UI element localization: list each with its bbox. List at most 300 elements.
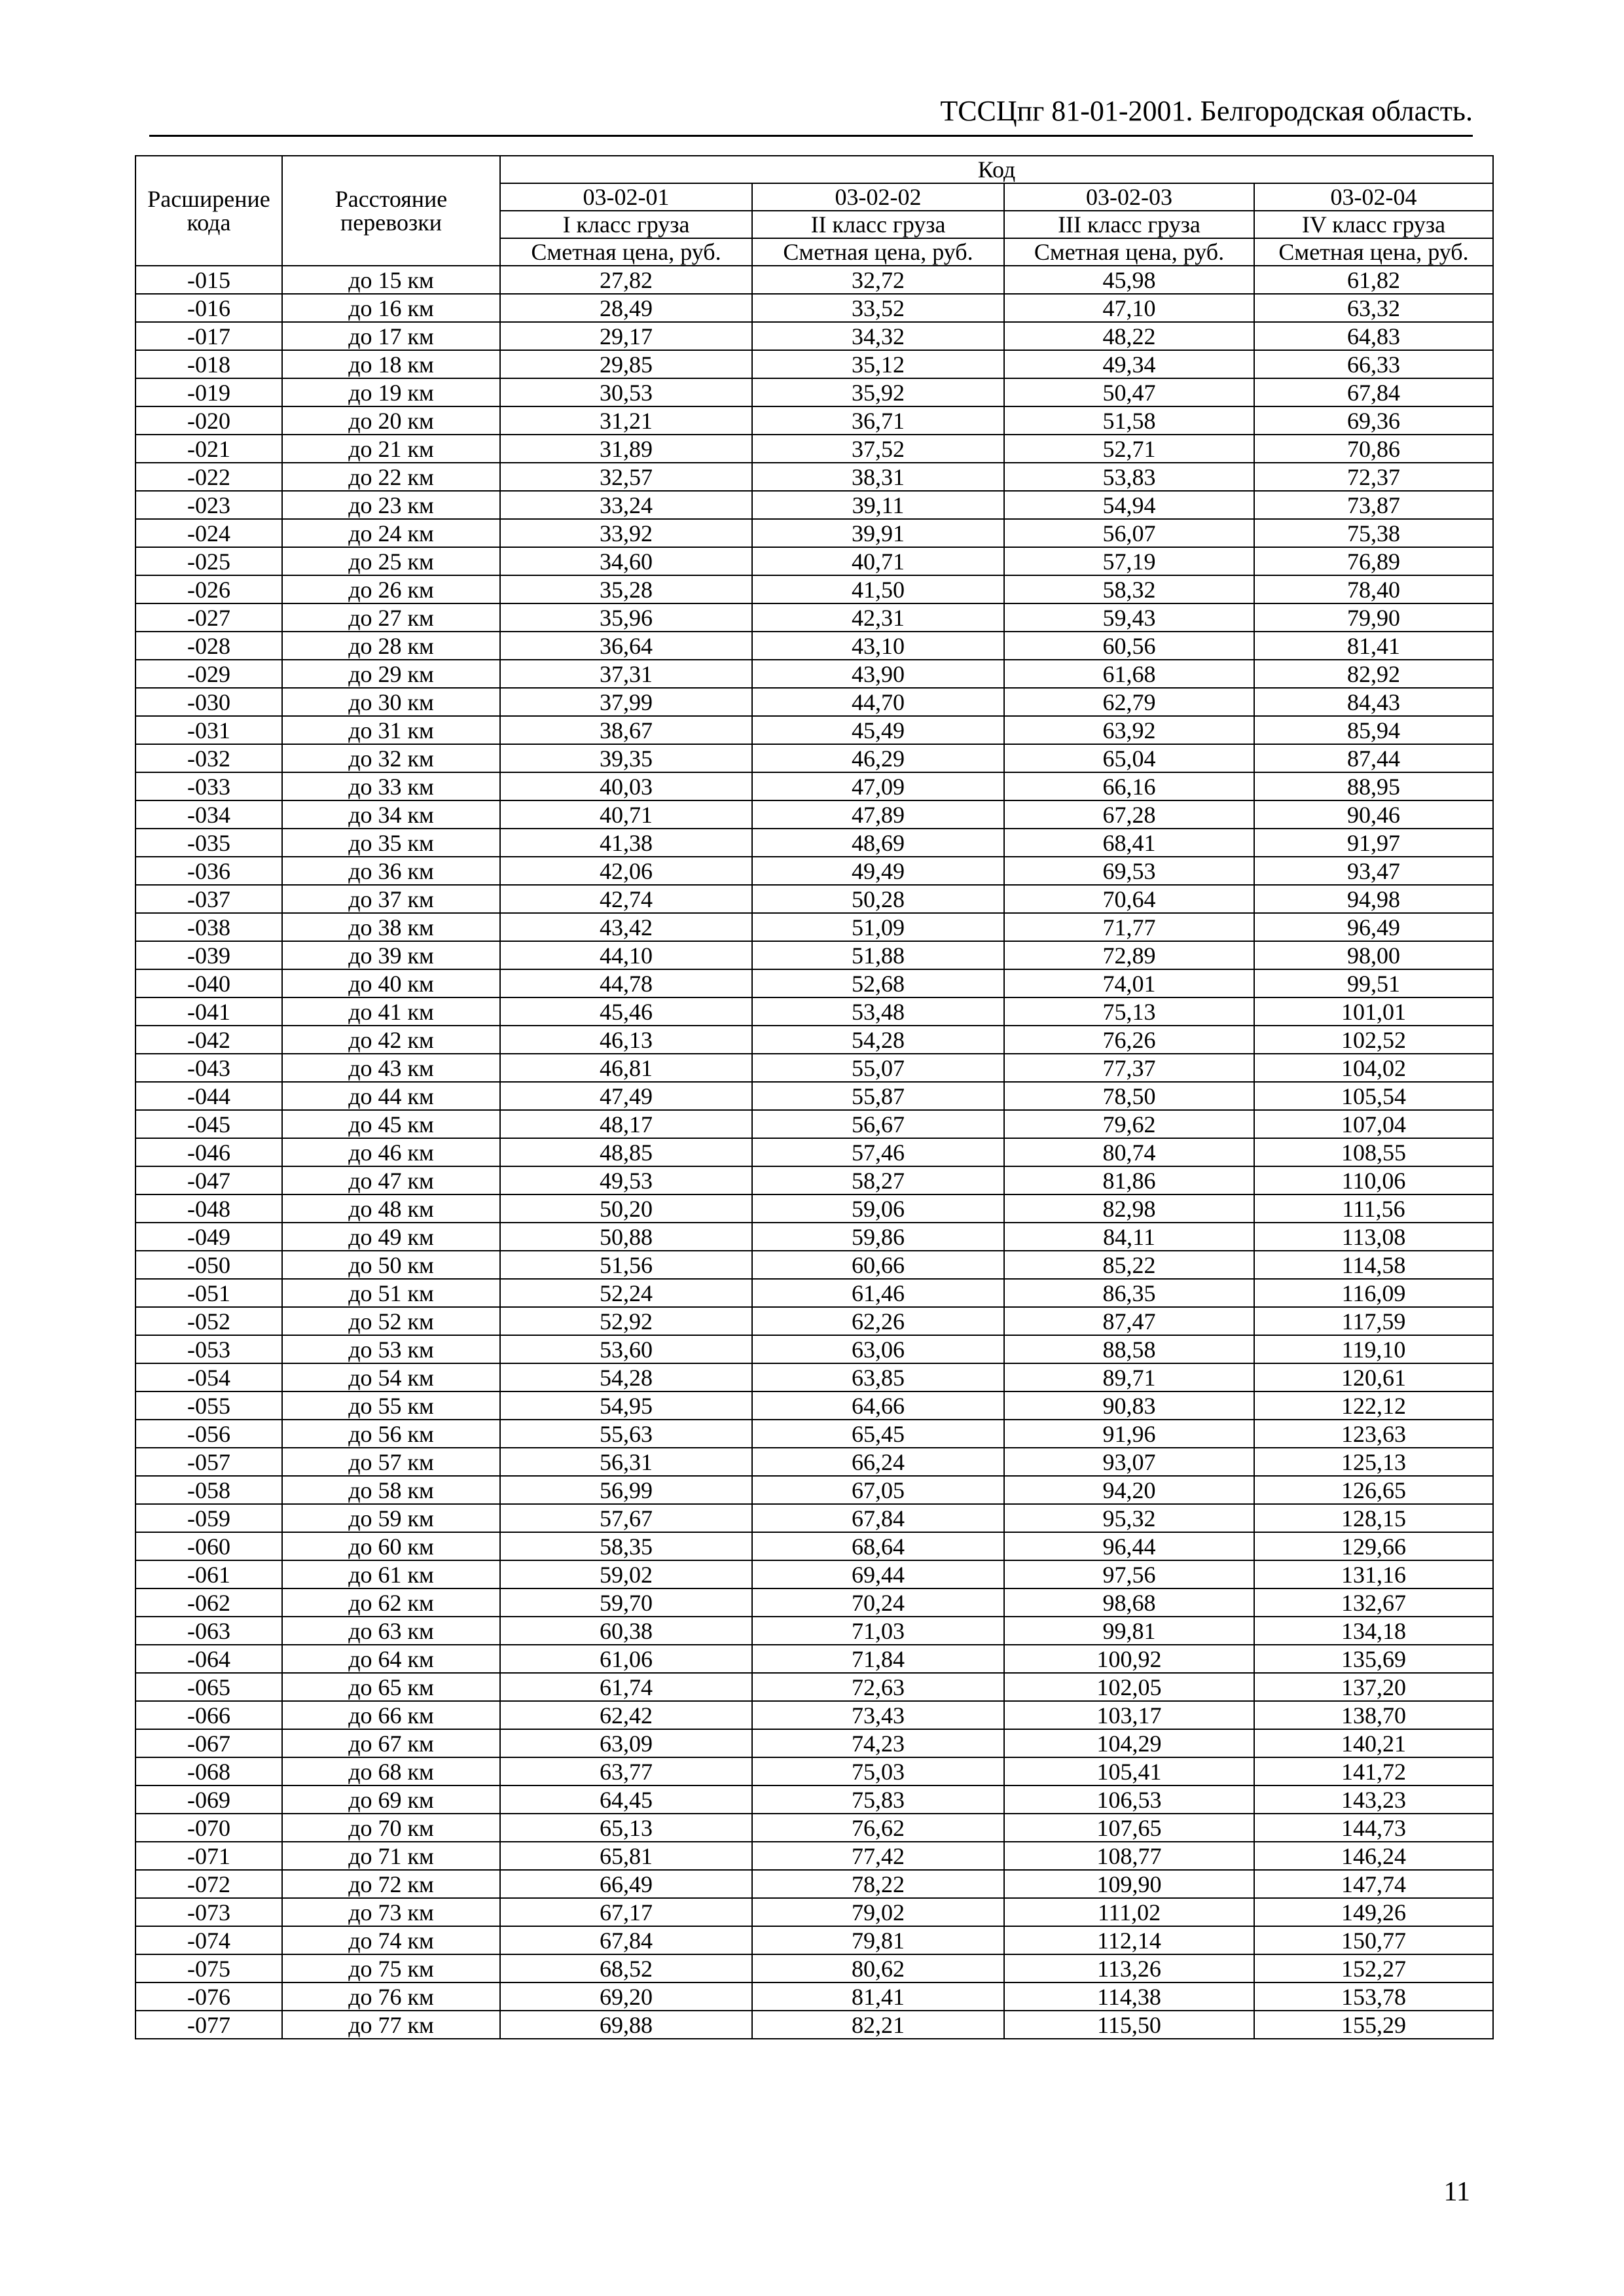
table-row — [135, 1194, 1493, 1223]
table-row — [135, 660, 1493, 688]
cell-price-class-2: 61,46 — [752, 1279, 1004, 1307]
cell-distance: до 60 км — [282, 1532, 500, 1560]
table-row — [135, 1504, 1493, 1532]
cell-price-class-4: 125,13 — [1254, 1448, 1493, 1476]
cell-code-extension: -071 — [135, 1842, 282, 1870]
header-price: Сметная цена, руб. — [752, 238, 1004, 266]
cell-price-class-2: 34,32 — [752, 322, 1004, 350]
cell-price-class-1: 57,67 — [500, 1504, 752, 1532]
cell-distance: до 38 км — [282, 913, 500, 941]
cell-price-class-4: 67,84 — [1254, 378, 1493, 406]
cell-code-extension: -026 — [135, 575, 282, 603]
cell-price-class-4: 149,26 — [1254, 1898, 1493, 1926]
cell-distance: до 17 км — [282, 322, 500, 350]
cell-price-class-2: 36,71 — [752, 406, 1004, 435]
cell-price-class-1: 39,35 — [500, 744, 752, 772]
header-code: 03-02-03 — [1004, 183, 1254, 211]
table-row — [135, 1673, 1493, 1701]
cell-distance: до 62 км — [282, 1588, 500, 1617]
header-code-extension — [135, 156, 282, 266]
header-distance — [282, 156, 500, 266]
cell-price-class-2: 58,27 — [752, 1166, 1004, 1194]
cell-price-class-3: 47,10 — [1004, 294, 1254, 322]
cell-price-class-3: 75,13 — [1004, 997, 1254, 1026]
cell-price-class-1: 30,53 — [500, 378, 752, 406]
cell-price-class-4: 105,54 — [1254, 1082, 1493, 1110]
cell-price-class-1: 44,78 — [500, 969, 752, 997]
cell-distance: до 74 км — [282, 1926, 500, 1954]
cell-distance: до 45 км — [282, 1110, 500, 1138]
table-row — [135, 435, 1493, 463]
cell-price-class-3: 91,96 — [1004, 1420, 1254, 1448]
cell-price-class-4: 144,73 — [1254, 1814, 1493, 1842]
cell-price-class-4: 155,29 — [1254, 2011, 1493, 2039]
cell-code-extension: -037 — [135, 885, 282, 913]
table-row — [135, 1926, 1493, 1954]
cell-price-class-4: 98,00 — [1254, 941, 1493, 969]
table-row — [135, 1110, 1493, 1138]
table-row — [135, 1363, 1493, 1391]
cell-distance: до 27 км — [282, 603, 500, 632]
cell-price-class-3: 76,26 — [1004, 1026, 1254, 1054]
cell-price-class-1: 63,77 — [500, 1757, 752, 1785]
cell-code-extension: -022 — [135, 463, 282, 491]
cell-distance: до 75 км — [282, 1954, 500, 1982]
table-row — [135, 1420, 1493, 1448]
cell-price-class-1: 60,38 — [500, 1617, 752, 1645]
cell-code-extension: -023 — [135, 491, 282, 519]
cell-code-extension: -018 — [135, 350, 282, 378]
cell-price-class-3: 63,92 — [1004, 716, 1254, 744]
cell-price-class-1: 46,13 — [500, 1026, 752, 1054]
cell-distance: до 36 км — [282, 857, 500, 885]
cell-price-class-4: 108,55 — [1254, 1138, 1493, 1166]
cell-code-extension: -065 — [135, 1673, 282, 1701]
cell-price-class-2: 71,84 — [752, 1645, 1004, 1673]
cell-price-class-1: 40,71 — [500, 800, 752, 829]
cell-price-class-1: 34,60 — [500, 547, 752, 575]
cell-code-extension: -053 — [135, 1335, 282, 1363]
cell-code-extension: -051 — [135, 1279, 282, 1307]
cell-distance: до 61 км — [282, 1560, 500, 1588]
cell-price-class-4: 140,21 — [1254, 1729, 1493, 1757]
cell-price-class-4: 99,51 — [1254, 969, 1493, 997]
cell-price-class-1: 32,57 — [500, 463, 752, 491]
cell-price-class-4: 87,44 — [1254, 744, 1493, 772]
cell-distance: до 47 км — [282, 1166, 500, 1194]
cell-price-class-1: 61,74 — [500, 1673, 752, 1701]
cell-code-extension: -044 — [135, 1082, 282, 1110]
cell-price-class-3: 95,32 — [1004, 1504, 1254, 1532]
cell-price-class-1: 65,13 — [500, 1814, 752, 1842]
cell-code-extension: -032 — [135, 744, 282, 772]
cell-price-class-3: 70,64 — [1004, 885, 1254, 913]
cell-price-class-3: 65,04 — [1004, 744, 1254, 772]
table-row — [135, 322, 1493, 350]
cell-distance: до 20 км — [282, 406, 500, 435]
cell-distance: до 41 км — [282, 997, 500, 1026]
cell-price-class-2: 75,03 — [752, 1757, 1004, 1785]
header-code: 03-02-01 — [500, 183, 752, 211]
cell-price-class-3: 53,83 — [1004, 463, 1254, 491]
cell-price-class-2: 60,66 — [752, 1251, 1004, 1279]
cell-price-class-4: 64,83 — [1254, 322, 1493, 350]
cell-price-class-1: 54,95 — [500, 1391, 752, 1420]
cell-code-extension: -056 — [135, 1420, 282, 1448]
cell-price-class-2: 45,49 — [752, 716, 1004, 744]
cell-price-class-4: 137,20 — [1254, 1673, 1493, 1701]
cell-price-class-3: 109,90 — [1004, 1870, 1254, 1898]
cell-distance: до 23 км — [282, 491, 500, 519]
cell-price-class-2: 35,12 — [752, 350, 1004, 378]
cell-price-class-3: 78,50 — [1004, 1082, 1254, 1110]
cell-price-class-4: 123,63 — [1254, 1420, 1493, 1448]
cell-price-class-4: 82,92 — [1254, 660, 1493, 688]
table-row — [135, 744, 1493, 772]
cell-distance: до 50 км — [282, 1251, 500, 1279]
header-code-extension-line2: кода — [187, 209, 231, 236]
cell-distance: до 52 км — [282, 1307, 500, 1335]
cell-price-class-3: 72,89 — [1004, 941, 1254, 969]
cell-distance: до 53 км — [282, 1335, 500, 1363]
header-class: II класс груза — [752, 211, 1004, 238]
cell-price-class-2: 63,06 — [752, 1335, 1004, 1363]
cell-code-extension: -046 — [135, 1138, 282, 1166]
cell-code-extension: -036 — [135, 857, 282, 885]
cell-code-extension: -068 — [135, 1757, 282, 1785]
cell-distance: до 31 км — [282, 716, 500, 744]
cell-distance: до 16 км — [282, 294, 500, 322]
cell-price-class-4: 117,59 — [1254, 1307, 1493, 1335]
cell-price-class-4: 61,82 — [1254, 266, 1493, 294]
cell-distance: до 51 км — [282, 1279, 500, 1307]
table-row — [135, 772, 1493, 800]
cell-code-extension: -059 — [135, 1504, 282, 1532]
cell-price-class-3: 102,05 — [1004, 1673, 1254, 1701]
cell-price-class-1: 27,82 — [500, 266, 752, 294]
cell-distance: до 59 км — [282, 1504, 500, 1532]
cell-distance: до 22 км — [282, 463, 500, 491]
cell-price-class-2: 79,02 — [752, 1898, 1004, 1926]
cell-price-class-2: 81,41 — [752, 1982, 1004, 2011]
table-row — [135, 1307, 1493, 1335]
cell-price-class-4: 146,24 — [1254, 1842, 1493, 1870]
cell-price-class-2: 75,83 — [752, 1785, 1004, 1814]
cell-price-class-2: 35,92 — [752, 378, 1004, 406]
cell-price-class-1: 31,21 — [500, 406, 752, 435]
cell-code-extension: -016 — [135, 294, 282, 322]
cell-price-class-4: 66,33 — [1254, 350, 1493, 378]
cell-price-class-4: 138,70 — [1254, 1701, 1493, 1729]
table-row — [135, 1701, 1493, 1729]
cell-price-class-2: 51,09 — [752, 913, 1004, 941]
cell-price-class-2: 42,31 — [752, 603, 1004, 632]
cell-price-class-3: 107,65 — [1004, 1814, 1254, 1842]
cell-price-class-1: 54,28 — [500, 1363, 752, 1391]
cell-price-class-3: 77,37 — [1004, 1054, 1254, 1082]
cell-code-extension: -027 — [135, 603, 282, 632]
cell-code-extension: -029 — [135, 660, 282, 688]
header-price: Сметная цена, руб. — [500, 238, 752, 266]
cell-code-extension: -069 — [135, 1785, 282, 1814]
cell-price-class-4: 143,23 — [1254, 1785, 1493, 1814]
cell-price-class-4: 152,27 — [1254, 1954, 1493, 1982]
cell-price-class-1: 48,17 — [500, 1110, 752, 1138]
cell-distance: до 71 км — [282, 1842, 500, 1870]
cell-code-extension: -070 — [135, 1814, 282, 1842]
cell-price-class-2: 65,45 — [752, 1420, 1004, 1448]
cell-distance: до 46 км — [282, 1138, 500, 1166]
table-row — [135, 1898, 1493, 1926]
cell-price-class-1: 40,03 — [500, 772, 752, 800]
cell-distance: до 33 км — [282, 772, 500, 800]
cell-code-extension: -060 — [135, 1532, 282, 1560]
cell-distance: до 15 км — [282, 266, 500, 294]
cell-price-class-4: 70,86 — [1254, 435, 1493, 463]
cell-price-class-4: 104,02 — [1254, 1054, 1493, 1082]
table-row — [135, 941, 1493, 969]
table-row — [135, 378, 1493, 406]
cell-price-class-2: 59,06 — [752, 1194, 1004, 1223]
table-row — [135, 857, 1493, 885]
cell-price-class-1: 52,24 — [500, 1279, 752, 1307]
cell-price-class-1: 37,99 — [500, 688, 752, 716]
cell-price-class-3: 106,53 — [1004, 1785, 1254, 1814]
cell-price-class-3: 82,98 — [1004, 1194, 1254, 1223]
cell-price-class-3: 51,58 — [1004, 406, 1254, 435]
cell-distance: до 64 км — [282, 1645, 500, 1673]
cell-price-class-3: 68,41 — [1004, 829, 1254, 857]
cell-code-extension: -063 — [135, 1617, 282, 1645]
cell-price-class-3: 66,16 — [1004, 772, 1254, 800]
price-table-body — [135, 156, 1493, 2039]
cell-price-class-1: 61,06 — [500, 1645, 752, 1673]
cell-price-class-1: 52,92 — [500, 1307, 752, 1335]
cell-price-class-3: 79,62 — [1004, 1110, 1254, 1138]
cell-price-class-1: 46,81 — [500, 1054, 752, 1082]
cell-distance: до 65 км — [282, 1673, 500, 1701]
cell-price-class-2: 43,90 — [752, 660, 1004, 688]
cell-distance: до 39 км — [282, 941, 500, 969]
cell-price-class-4: 129,66 — [1254, 1532, 1493, 1560]
table-row — [135, 1476, 1493, 1504]
cell-distance: до 30 км — [282, 688, 500, 716]
cell-price-class-3: 59,43 — [1004, 603, 1254, 632]
cell-code-extension: -019 — [135, 378, 282, 406]
cell-price-class-4: 94,98 — [1254, 885, 1493, 913]
cell-price-class-1: 33,24 — [500, 491, 752, 519]
cell-price-class-2: 56,67 — [752, 1110, 1004, 1138]
cell-price-class-4: 96,49 — [1254, 913, 1493, 941]
cell-price-class-2: 77,42 — [752, 1842, 1004, 1870]
cell-price-class-1: 51,56 — [500, 1251, 752, 1279]
table-row — [135, 969, 1493, 997]
cell-price-class-2: 59,86 — [752, 1223, 1004, 1251]
cell-price-class-2: 37,52 — [752, 435, 1004, 463]
cell-price-class-3: 62,79 — [1004, 688, 1254, 716]
page-header — [149, 92, 1473, 137]
page-number: 11 — [1443, 2177, 1470, 2207]
cell-price-class-3: 100,92 — [1004, 1645, 1254, 1673]
cell-price-class-3: 111,02 — [1004, 1898, 1254, 1926]
cell-price-class-1: 42,74 — [500, 885, 752, 913]
table-row — [135, 688, 1493, 716]
cell-code-extension: -015 — [135, 266, 282, 294]
cell-price-class-4: 110,06 — [1254, 1166, 1493, 1194]
cell-distance: до 55 км — [282, 1391, 500, 1420]
cell-price-class-4: 134,18 — [1254, 1617, 1493, 1645]
cell-price-class-1: 53,60 — [500, 1335, 752, 1363]
cell-price-class-4: 88,95 — [1254, 772, 1493, 800]
cell-distance: до 48 км — [282, 1194, 500, 1223]
cell-code-extension: -038 — [135, 913, 282, 941]
cell-price-class-3: 50,47 — [1004, 378, 1254, 406]
cell-price-class-3: 89,71 — [1004, 1363, 1254, 1391]
cell-price-class-2: 47,09 — [752, 772, 1004, 800]
cell-price-class-1: 56,31 — [500, 1448, 752, 1476]
table-row — [135, 1814, 1493, 1842]
table-row — [135, 1448, 1493, 1476]
cell-price-class-1: 47,49 — [500, 1082, 752, 1110]
cell-price-class-1: 56,99 — [500, 1476, 752, 1504]
cell-price-class-1: 59,02 — [500, 1560, 752, 1588]
cell-price-class-4: 147,74 — [1254, 1870, 1493, 1898]
cell-price-class-4: 128,15 — [1254, 1504, 1493, 1532]
cell-distance: до 24 км — [282, 519, 500, 547]
cell-price-class-1: 35,28 — [500, 575, 752, 603]
cell-price-class-2: 57,46 — [752, 1138, 1004, 1166]
cell-price-class-3: 115,50 — [1004, 2011, 1254, 2039]
cell-price-class-1: 55,63 — [500, 1420, 752, 1448]
cell-price-class-1: 29,85 — [500, 350, 752, 378]
cell-code-extension: -054 — [135, 1363, 282, 1391]
cell-distance: до 77 км — [282, 2011, 500, 2039]
cell-distance: до 76 км — [282, 1982, 500, 2011]
cell-price-class-3: 105,41 — [1004, 1757, 1254, 1785]
cell-price-class-2: 54,28 — [752, 1026, 1004, 1054]
cell-price-class-3: 54,94 — [1004, 491, 1254, 519]
cell-distance: до 54 км — [282, 1363, 500, 1391]
cell-distance: до 29 км — [282, 660, 500, 688]
cell-code-extension: -028 — [135, 632, 282, 660]
cell-price-class-2: 43,10 — [752, 632, 1004, 660]
cell-code-extension: -040 — [135, 969, 282, 997]
table-row — [135, 406, 1493, 435]
cell-code-extension: -050 — [135, 1251, 282, 1279]
header-code-extension-line1: Расширение — [147, 186, 270, 212]
cell-code-extension: -035 — [135, 829, 282, 857]
cell-distance: до 66 км — [282, 1701, 500, 1729]
cell-price-class-1: 42,06 — [500, 857, 752, 885]
cell-code-extension: -034 — [135, 800, 282, 829]
cell-price-class-2: 32,72 — [752, 266, 1004, 294]
cell-distance: до 25 км — [282, 547, 500, 575]
cell-distance: до 68 км — [282, 1757, 500, 1785]
table-row — [135, 1954, 1493, 1982]
table-row — [135, 350, 1493, 378]
cell-price-class-4: 113,08 — [1254, 1223, 1493, 1251]
cell-price-class-3: 69,53 — [1004, 857, 1254, 885]
table-row — [135, 913, 1493, 941]
cell-price-class-2: 50,28 — [752, 885, 1004, 913]
cell-price-class-3: 71,77 — [1004, 913, 1254, 941]
cell-code-extension: -049 — [135, 1223, 282, 1251]
cell-price-class-1: 49,53 — [500, 1166, 752, 1194]
cell-price-class-4: 132,67 — [1254, 1588, 1493, 1617]
cell-code-extension: -042 — [135, 1026, 282, 1054]
cell-price-class-4: 153,78 — [1254, 1982, 1493, 2011]
cell-code-extension: -025 — [135, 547, 282, 575]
cell-distance: до 44 км — [282, 1082, 500, 1110]
cell-price-class-1: 67,84 — [500, 1926, 752, 1954]
cell-price-class-4: 114,58 — [1254, 1251, 1493, 1279]
cell-price-class-3: 99,81 — [1004, 1617, 1254, 1645]
cell-price-class-4: 78,40 — [1254, 575, 1493, 603]
cell-price-class-3: 49,34 — [1004, 350, 1254, 378]
cell-price-class-2: 76,62 — [752, 1814, 1004, 1842]
cell-price-class-2: 66,24 — [752, 1448, 1004, 1476]
table-row — [135, 491, 1493, 519]
cell-price-class-2: 52,68 — [752, 969, 1004, 997]
table-row — [135, 1982, 1493, 2011]
cell-price-class-2: 38,31 — [752, 463, 1004, 491]
cell-price-class-1: 45,46 — [500, 997, 752, 1026]
cell-price-class-4: 119,10 — [1254, 1335, 1493, 1363]
cell-code-extension: -020 — [135, 406, 282, 435]
table-row — [135, 1645, 1493, 1673]
cell-distance: до 49 км — [282, 1223, 500, 1251]
cell-price-class-4: 120,61 — [1254, 1363, 1493, 1391]
cell-code-extension: -061 — [135, 1560, 282, 1588]
cell-code-extension: -055 — [135, 1391, 282, 1420]
cell-price-class-1: 67,17 — [500, 1898, 752, 1926]
cell-price-class-4: 85,94 — [1254, 716, 1493, 744]
cell-code-extension: -074 — [135, 1926, 282, 1954]
header-code: 03-02-04 — [1254, 183, 1493, 211]
cell-price-class-2: 63,85 — [752, 1363, 1004, 1391]
cell-price-class-1: 41,38 — [500, 829, 752, 857]
cell-price-class-1: 69,20 — [500, 1982, 752, 2011]
cell-price-class-3: 90,83 — [1004, 1391, 1254, 1420]
cell-price-class-3: 52,71 — [1004, 435, 1254, 463]
cell-distance: до 73 км — [282, 1898, 500, 1926]
cell-price-class-3: 86,35 — [1004, 1279, 1254, 1307]
cell-price-class-3: 60,56 — [1004, 632, 1254, 660]
cell-price-class-3: 98,68 — [1004, 1588, 1254, 1617]
cell-price-class-3: 88,58 — [1004, 1335, 1254, 1363]
cell-price-class-3: 80,74 — [1004, 1138, 1254, 1166]
cell-price-class-1: 37,31 — [500, 660, 752, 688]
cell-price-class-4: 131,16 — [1254, 1560, 1493, 1588]
cell-price-class-3: 48,22 — [1004, 322, 1254, 350]
cell-distance: до 57 км — [282, 1448, 500, 1476]
cell-price-class-2: 71,03 — [752, 1617, 1004, 1645]
table-row — [135, 519, 1493, 547]
cell-distance: до 42 км — [282, 1026, 500, 1054]
cell-price-class-3: 112,14 — [1004, 1926, 1254, 1954]
cell-code-extension: -048 — [135, 1194, 282, 1223]
cell-distance: до 72 км — [282, 1870, 500, 1898]
header-class: III класс груза — [1004, 211, 1254, 238]
table-row — [135, 603, 1493, 632]
cell-code-extension: -052 — [135, 1307, 282, 1335]
table-row — [135, 1138, 1493, 1166]
cell-distance: до 43 км — [282, 1054, 500, 1082]
cell-code-extension: -030 — [135, 688, 282, 716]
table-row — [135, 716, 1493, 744]
header-row-1 — [135, 156, 1493, 183]
cell-price-class-4: 75,38 — [1254, 519, 1493, 547]
